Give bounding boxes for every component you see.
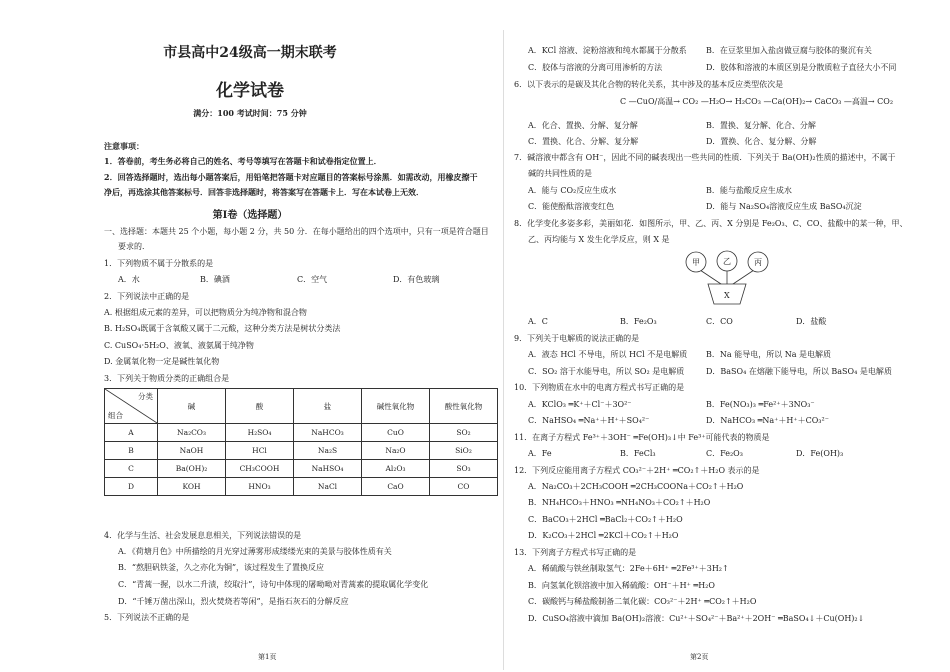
option: C．NaHSO₄ ═Na⁺＋H⁺＋SO₄²⁻ [528, 416, 650, 425]
option: D. 金属氧化物一定是碱性氧化物 [104, 357, 220, 366]
notice-heading: 注意事项： [104, 141, 144, 151]
question-stem: 碱的共同性质的是 [528, 169, 592, 178]
option: C．置换、化合、分解、复分解 [528, 137, 639, 146]
table-row-label: B [105, 442, 158, 460]
table-cell: SO₃ [430, 460, 498, 478]
question-stem: 1．下列物质不属于分散系的是 [104, 259, 214, 268]
pot-label: X [724, 291, 730, 300]
table-cell: Na₂CO₃ [158, 424, 226, 442]
option: B. H₂SO₄既属于含氧酸又属于二元酸，这种分类方法是树状分类法 [104, 324, 341, 333]
table-row [105, 460, 498, 478]
question-stem: 5．下列说法不正确的是 [104, 613, 190, 622]
option: B．碘酒 [200, 275, 230, 284]
classification-table [104, 388, 498, 496]
option: D．置换、化合、复分解、分解 [706, 137, 817, 146]
page-right [506, 0, 950, 672]
option: B．向氢氧化钡溶液中加入稀硫酸：OH⁻＋H⁺ ═H₂O [528, 581, 715, 590]
table-cell: CH₃COOH [226, 460, 294, 478]
table-cell: CuO [362, 424, 430, 442]
option: B．在豆浆里加入盐卤做豆腐与胶体的聚沉有关 [706, 46, 872, 55]
option: A．水 [118, 275, 140, 284]
table-cell: HCl [226, 442, 294, 460]
question-stem: 10．下列物质在水中的电离方程式书写正确的是 [514, 383, 685, 392]
option: D．NaHCO₃ ═Na⁺＋H⁺＋CO₃²⁻ [706, 416, 829, 425]
exam-subtitle: 化学试卷 [216, 81, 284, 101]
flower-label-yi: 乙 [723, 257, 731, 266]
table-cell: NaHCO₃ [294, 424, 362, 442]
option: C．碳酸钙与稀盐酸制备二氧化碳：CO₃²⁻＋2H⁺ ═CO₂↑＋H₂O [528, 597, 757, 606]
option: C．能使酚酞溶液变红色 [528, 202, 615, 211]
table-cell: NaHSO₄ [294, 460, 362, 478]
section-title: 第Ⅰ卷（选择题） [212, 210, 288, 221]
option: A．KClO₃ ═K⁺＋Cl⁻＋3O²⁻ [528, 400, 632, 409]
option: A．化合、置换、分解、复分解 [528, 121, 638, 130]
table-cell: Al₂O₃ [362, 460, 430, 478]
option: B．NH₄HCO₃＋HNO₃ ═NH₄NO₃＋CO₂↑＋H₂O [528, 498, 711, 507]
option: D．CuSO₄溶液中滴加 Ba(OH)₂溶液：Cu²⁺＋SO₄²⁻＋Ba²⁺＋2OH⁻ ═BaSO₄↓＋Cu(OH)₂↓ [528, 614, 865, 623]
page-number: 第2页 [690, 653, 709, 661]
part-intro: 一、选择题：本题共 25 个小题，每小题 2 分，共 50 分．在每小题给出的四个选项中，只有一项是符合题目 [104, 227, 489, 236]
option: C．CO [706, 317, 733, 326]
table-header-cell: 酸 [226, 389, 294, 424]
table-row [105, 424, 498, 442]
option: B．FeCl₃ [620, 449, 656, 458]
table-header-cell: 碱性氧化物 [362, 389, 430, 424]
table-cell: SiO₂ [430, 442, 498, 460]
table-cell: KOH [158, 478, 226, 496]
table-row-label: A [105, 424, 158, 442]
question-stem: 6．以下表示的是碳及其化合物的转化关系，其中涉及的基本反应类型依次是 [514, 80, 784, 89]
question-stem: 12．下列反应能用离子方程式 CO₃²⁻＋2H⁺ ═CO₂↑＋H₂O 表示的是 [514, 466, 760, 475]
question-stem: 3．下列关于物质分类的正确组合是 [104, 374, 230, 383]
option: B．Fe₂O₃ [620, 317, 657, 326]
notice-item: 1．答卷前，考生务必将自己的姓名、考号等填写在答题卡和试卷指定位置上． [104, 156, 382, 166]
option: B．“熬胆矾铁釜，久之亦化为铜”，该过程发生了置换反应 [118, 563, 325, 572]
corner-bottom-label: 组合 [108, 411, 123, 420]
table-cell: HNO₃ [226, 478, 294, 496]
page-divider [503, 30, 504, 670]
question-stem: 7．碱溶液中都含有 OH⁻，因此不同的碱表现出一些共同的性质．下列关于 Ba(OH)₂性质的描述中，不属于 [514, 153, 896, 162]
option: A．稀硫酸与铁丝制取氢气：2Fe＋6H⁺ ═2Fe³⁺＋3H₂↑ [528, 564, 729, 573]
table-header-cell: 碱 [158, 389, 226, 424]
table-cell: Ba(OH)₂ [158, 460, 226, 478]
option: D．有色玻璃 [393, 275, 440, 284]
option: C．SO₂ 溶于水能导电，所以 SO₂ 是电解质 [528, 367, 685, 376]
corner-top-label: 分类 [138, 392, 153, 401]
option: D．胶体和溶液的本质区别是分散质粒子直径大小不同 [706, 63, 897, 72]
option: B．Na 能导电，所以 Na 是电解质 [706, 350, 832, 359]
table-header-cell: 酸性氧化物 [430, 389, 498, 424]
flower-label-jia: 甲 [692, 258, 700, 267]
table-cell: Na₂S [294, 442, 362, 460]
option: C．BaCO₃＋2HCl ═BaCl₂＋CO₂↑＋H₂O [528, 515, 683, 524]
table-row [105, 478, 498, 496]
table-row [105, 442, 498, 460]
option: C．Fe₂O₃ [706, 449, 743, 458]
option: A．能与 CO₂反应生成水 [528, 186, 617, 195]
table-header-cell: 盐 [294, 389, 362, 424]
table-cell: NaOH [158, 442, 226, 460]
part-intro: 要求的． [118, 242, 150, 251]
table-cell: NaCl [294, 478, 362, 496]
option: A．Fe [528, 449, 552, 458]
option: B．置换、复分解、化合、分解 [706, 121, 816, 130]
option: B．能与盐酸反应生成水 [706, 186, 792, 195]
option: D．能与 Na₂SO₄溶液反应生成 BaSO₄沉淀 [706, 202, 862, 211]
question-stem: 13．下列离子方程式书写正确的是 [514, 548, 637, 557]
exam-title: 市县高中24级高一期末联考 [163, 45, 337, 61]
question-stem: 9．下列关于电解质的说法正确的是 [514, 334, 640, 343]
option: C. CuSO₄·5H₂O、液氧、液氨属于纯净物 [104, 341, 254, 350]
option: A．Na₂CO₃＋2CH₃COOH ═2CH₃COONa＋CO₂↑＋H₂O [528, 482, 744, 491]
option: B．Fe(NO₃)₃ ═Fe²⁺＋3NO₃⁻ [706, 400, 815, 409]
question-stem: 乙、丙均能与 X 发生化学反应，则 X 是 [528, 235, 670, 244]
table-cell: H₂SO₄ [226, 424, 294, 442]
page-number: 第1页 [258, 653, 277, 661]
option: D．BaSO₄ 在熔融下能导电，所以 BaSO₄ 是电解质 [706, 367, 892, 376]
table-cell: SO₂ [430, 424, 498, 442]
notice-item: 净后，再选涂其他答案标号．回答非选择题时，将答案写在答题卡上．写在本试卷上无效． [104, 187, 424, 197]
table-header-row [105, 389, 498, 424]
table-row-label: C [105, 460, 158, 478]
reaction-equation: C —CuO/高温→ CO₂ —H₂O→ H₂CO₃ —Ca(OH)₂→ CaCO₃ —高温→ CO₂ [620, 97, 894, 106]
option: A．KCl 溶液、淀粉溶液和纯水都属于分散系 [528, 46, 687, 55]
option: D．“千锤万凿出深山，烈火焚烧若等闲”，是指石灰石的分解反应 [118, 597, 349, 606]
question-stem: 8．化学变化多姿多彩，美丽如花．如图所示，甲、乙、丙、X 分别是 Fe₂O₃、C、CO、盐酸中的某一种，甲、 [514, 219, 908, 228]
option: A．C [528, 317, 548, 326]
table-cell: CO [430, 478, 498, 496]
option: D．盐酸 [796, 317, 827, 326]
question-stem: 11．在离子方程式 Fe³⁺＋3OH⁻ ═Fe(OH)₃↓中 Fe³⁺可能代表的物质是 [514, 433, 770, 442]
option: A．《荷塘月色》中所描绘的月光穿过薄雾形成缕缕光束的美景与胶体性质有关 [118, 547, 392, 556]
option: D．Fe(OH)₃ [796, 449, 844, 458]
option: A. 根据组成元素的差异，可以把物质分为纯净物和混合物 [104, 308, 307, 317]
option: D．K₂CO₃＋2HCl ═2KCl＋CO₂↑＋H₂O [528, 531, 679, 540]
table-corner-cell [105, 389, 158, 424]
option: C．“青蒿一握，以水二升渍，绞取汁”，诗句中体现的屠呦呦对青蒿素的提取属化学变化 [118, 580, 429, 589]
notice-item: 2．回答选择题时，选出每小题答案后，用铅笔把答题卡对应题目的答案标号涂黑．如需改动，用橡皮擦干 [104, 172, 478, 182]
exam-meta: 满分：100 考试时间：75 分钟 [193, 108, 307, 118]
question-stem: 2．下列说法中正确的是 [104, 292, 190, 301]
option: A．液态 HCl 不导电，所以 HCl 不是电解质 [528, 350, 688, 359]
question-stem: 4．化学与生活、社会发展息息相关，下列说法错误的是 [104, 531, 302, 540]
table-row-label: D [105, 478, 158, 496]
option: C．空气 [297, 275, 328, 284]
option: C．胶体与溶液的分离可用渗析的方法 [528, 63, 663, 72]
table-cell: Na₂O [362, 442, 430, 460]
table-cell: CaO [362, 478, 430, 496]
flower-label-bing: 丙 [754, 258, 762, 267]
